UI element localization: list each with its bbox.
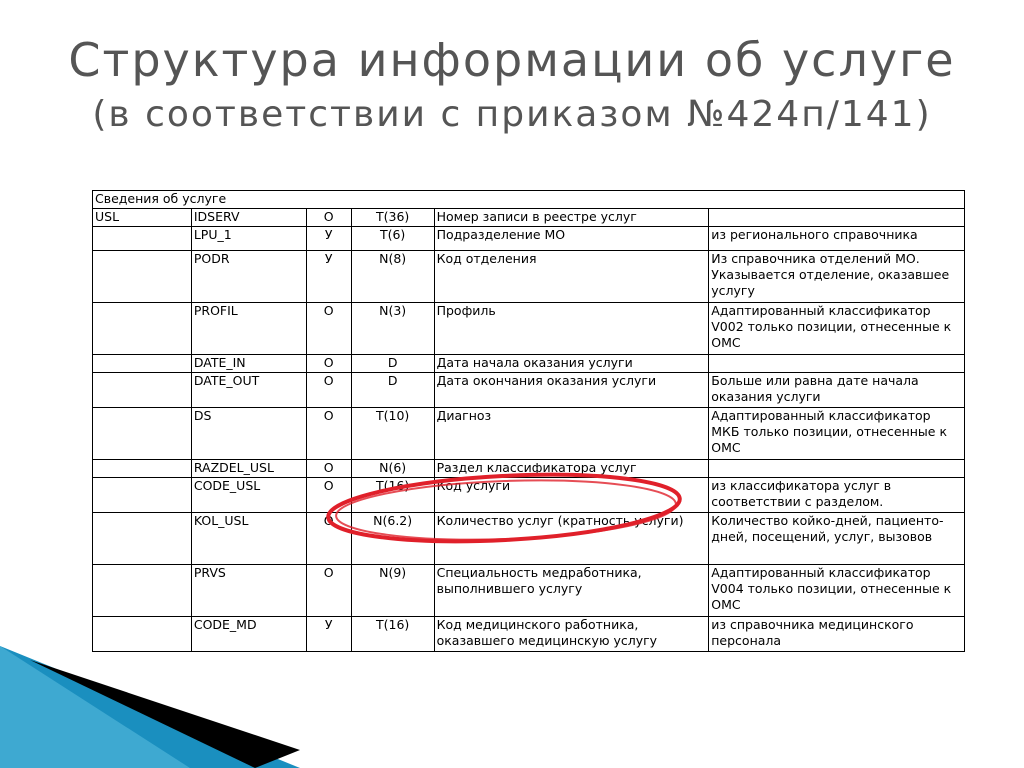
cell-type: D	[351, 373, 434, 408]
cell-description: Дата начала оказания услуги	[434, 355, 709, 373]
cell-note	[709, 460, 965, 478]
cell-group	[93, 227, 192, 251]
cell-note	[709, 355, 965, 373]
table-header-row	[93, 191, 965, 209]
table-row	[93, 303, 965, 355]
cell-group	[93, 251, 192, 303]
cell-type: T(6)	[351, 227, 434, 251]
table-row	[93, 460, 965, 478]
cell-field: CODE_USL	[191, 478, 306, 513]
cell-type: N(8)	[351, 251, 434, 303]
cell-group	[93, 408, 192, 460]
cell-description: Код медицинского работника, оказавшего медицинскую услугу	[434, 617, 709, 652]
table-row	[93, 617, 965, 652]
cell-required: У	[306, 617, 351, 652]
cell-note: Больше или равна дате начала оказания услуги	[709, 373, 965, 408]
cell-required: О	[306, 355, 351, 373]
cell-field: CODE_MD	[191, 617, 306, 652]
cell-description: Код услуги	[434, 478, 709, 513]
cell-description: Специальность медработника, выполнившего услугу	[434, 565, 709, 617]
cell-field: LPU_1	[191, 227, 306, 251]
cell-type: N(3)	[351, 303, 434, 355]
cell-note: Адаптированный классификатор V002 только позиции, отнесенные к ОМС	[709, 303, 965, 355]
cell-field: IDSERV	[191, 209, 306, 227]
cell-note: из справочника медицинского персонала	[709, 617, 965, 652]
cell-type: N(9)	[351, 565, 434, 617]
cell-description: Раздел классификатора услуг	[434, 460, 709, 478]
cell-note: Адаптированный классификатор V004 только позиции, отнесенные к ОМС	[709, 565, 965, 617]
cell-required: О	[306, 565, 351, 617]
table-row	[93, 513, 965, 565]
table-row	[93, 355, 965, 373]
cell-note: Количество койко-дней, пациенто-дней, посещений, услуг, вызовов	[709, 513, 965, 565]
cell-required: О	[306, 303, 351, 355]
cell-type: N(6.2)	[351, 513, 434, 565]
cell-group	[93, 373, 192, 408]
cell-type: T(16)	[351, 478, 434, 513]
cell-required: О	[306, 209, 351, 227]
table-row	[93, 373, 965, 408]
cell-group	[93, 513, 192, 565]
cell-note: из классификатора услуг в соответствии с разделом.	[709, 478, 965, 513]
cell-field: PODR	[191, 251, 306, 303]
cell-group: USL	[93, 209, 192, 227]
cell-required: О	[306, 478, 351, 513]
cell-required: О	[306, 460, 351, 478]
cell-note: Адаптированный классификатор МКБ только позиции, отнесенные к ОМС	[709, 408, 965, 460]
cell-note	[709, 209, 965, 227]
service-structure-table	[92, 190, 965, 652]
slide-title	[0, 30, 1024, 140]
cell-required: О	[306, 513, 351, 565]
table-header-cell: Сведения об услуге	[93, 191, 965, 209]
cell-description: Профиль	[434, 303, 709, 355]
cell-group	[93, 478, 192, 513]
cell-description: Диагноз	[434, 408, 709, 460]
cell-required: О	[306, 373, 351, 408]
cell-field: DATE_IN	[191, 355, 306, 373]
cell-field: RAZDEL_USL	[191, 460, 306, 478]
cell-description: Количество услуг (кратность услуги)	[434, 513, 709, 565]
table-row	[93, 227, 965, 251]
table-row	[93, 209, 965, 227]
cell-type: N(6)	[351, 460, 434, 478]
cell-group	[93, 565, 192, 617]
cell-group	[93, 355, 192, 373]
cell-required: О	[306, 408, 351, 460]
cell-group	[93, 303, 192, 355]
cell-field: PROFIL	[191, 303, 306, 355]
cell-type: T(10)	[351, 408, 434, 460]
cell-group	[93, 617, 192, 652]
cell-type: T(16)	[351, 617, 434, 652]
table-row	[93, 478, 965, 513]
cell-type: T(36)	[351, 209, 434, 227]
table-row	[93, 565, 965, 617]
title-line-2: (в соответствии с приказом №424п/141)	[92, 94, 932, 135]
cell-field: PRVS	[191, 565, 306, 617]
cell-field: KOL_USL	[191, 513, 306, 565]
cell-description: Дата окончания оказания услуги	[434, 373, 709, 408]
cell-note: из регионального справочника	[709, 227, 965, 251]
cell-required: У	[306, 251, 351, 303]
cell-description: Подразделение МО	[434, 227, 709, 251]
cell-field: DATE_OUT	[191, 373, 306, 408]
table-row	[93, 408, 965, 460]
cell-field: DS	[191, 408, 306, 460]
cell-type: D	[351, 355, 434, 373]
table-row	[93, 251, 965, 303]
cell-note: Из справочника отделений МО. Указывается отделение, оказавшее услугу	[709, 251, 965, 303]
cell-description: Номер записи в реестре услуг	[434, 209, 709, 227]
cell-required: У	[306, 227, 351, 251]
title-line-1: Структура информации об услуге	[68, 33, 956, 87]
cell-description: Код отделения	[434, 251, 709, 303]
cell-group	[93, 460, 192, 478]
